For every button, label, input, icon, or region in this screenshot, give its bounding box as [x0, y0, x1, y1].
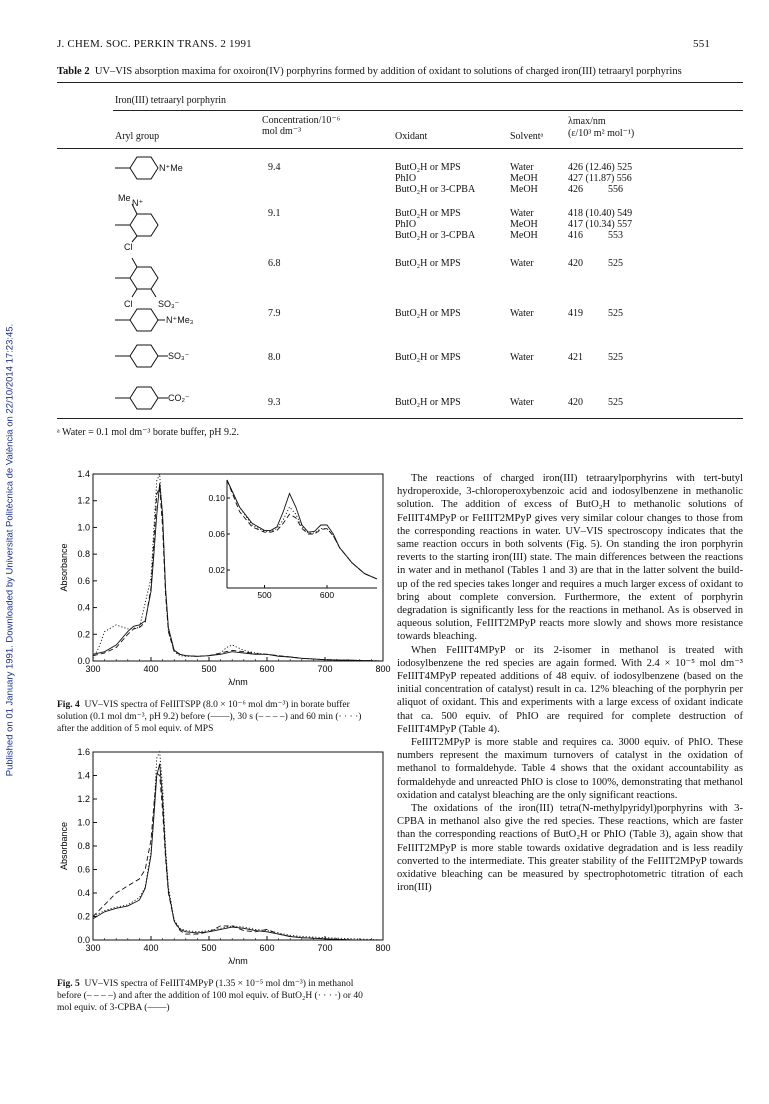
- y-tick-label: 1.2: [77, 794, 90, 804]
- x-tick-label: 500: [201, 664, 217, 674]
- table-caption: [57, 66, 747, 77]
- table-group-header: Iron(III) tetraaryl porphyrin: [115, 95, 227, 106]
- fig5-chart: [55, 744, 391, 979]
- cell-lambda: 416 553: [568, 230, 623, 241]
- y-tick-label: 1.4: [77, 469, 90, 479]
- page-number: 551: [693, 38, 711, 50]
- cell-solvent: Water: [510, 258, 534, 269]
- x-axis-label: λ/nm: [228, 956, 248, 966]
- cell-oxidant: ButO₂H or 3-CPBA: [395, 184, 476, 195]
- x-tick-label: 700: [317, 664, 333, 674]
- cell-solvent: Water: [510, 208, 534, 219]
- fig4-chart: [55, 468, 391, 698]
- cell-concentration: 6.8: [268, 258, 281, 269]
- y-tick-label: 1.4: [77, 770, 90, 781]
- struct-so3b: SO₃⁻: [168, 351, 190, 361]
- y-tick-label: 0.2: [77, 911, 90, 922]
- y-tick-label: 0.8: [77, 841, 90, 851]
- struct-n: N⁺: [132, 198, 144, 208]
- x-tick-label: 700: [317, 943, 333, 953]
- col-conc-1: Concentration/10⁻⁶: [262, 115, 341, 126]
- table-title: UV–VIS absorption maxima for oxoiron(IV) porphyrins formed by addition of oxidant to solutions of charged iron(III) tetraaryl porphyrins: [94, 66, 682, 77]
- cell-oxidant: ButO₂H or MPS: [395, 308, 461, 319]
- cell-concentration: 7.9: [268, 308, 281, 319]
- y-tick-label: 0.0: [77, 656, 90, 666]
- inset-x-tick-label: 500: [257, 590, 272, 600]
- col-aryl: Aryl group: [115, 131, 160, 142]
- cell-solvent: Water: [510, 308, 534, 319]
- plot-frame: [93, 752, 383, 940]
- y-tick-label: 1.0: [77, 817, 90, 828]
- fig5-caption: [57, 979, 377, 1014]
- cell-lambda: 427 (11.87) 556: [568, 173, 632, 184]
- inset-y-tick-label: 0.02: [208, 565, 225, 575]
- download-watermark: Published on 01 January 1991. Downloaded by Universitat Politècnica de València on 22/10/2014 17:23:45.: [4, 323, 16, 777]
- x-tick-label: 400: [143, 943, 159, 953]
- col-solvent: Solventᵃ: [510, 131, 544, 142]
- struct-co2: CO₂⁻: [168, 393, 190, 403]
- col-oxidant: Oxidant: [395, 131, 428, 142]
- y-tick-label: 1.0: [77, 522, 90, 533]
- cell-lambda: 421 525: [568, 352, 623, 363]
- inset-y-tick-label: 0.06: [208, 529, 225, 539]
- y-tick-label: 1.2: [77, 495, 90, 506]
- fig5-label: Fig. 5: [57, 979, 80, 989]
- cell-solvent: Water: [510, 397, 534, 408]
- cell-concentration: 8.0: [268, 352, 281, 363]
- y-tick-label: 0.6: [77, 575, 90, 586]
- inset-x-tick-label: 600: [319, 590, 335, 600]
- fig4-caption: [57, 700, 377, 735]
- cell-oxidant: ButO₂H or 3-CPBA: [395, 230, 476, 241]
- col-lambda-2: (ε/10³ m² mol⁻¹): [568, 128, 635, 139]
- cell-solvent: MeOH: [510, 219, 538, 230]
- struct-nme: N⁺Me: [159, 163, 183, 173]
- y-tick-label: 0.4: [77, 602, 90, 613]
- fig4-text: UV–VIS spectra of FeIIITSPP (8.0 × 10⁻⁶ mol dm⁻³) in borate buffer solution (0.1 mol dm⁻³, pH 9.2) before (——), 30 s (– – – –) and 60 min (· · · ·) after the addition of 5 mol equiv. of MPS: [57, 700, 362, 734]
- y-tick-label: 0.4: [77, 888, 90, 898]
- struct-nme3: N⁺Me₃: [166, 315, 194, 325]
- x-tick-label: 600: [259, 664, 275, 674]
- x-axis-label: λ/nm: [228, 677, 248, 687]
- y-tick-label: 0.6: [77, 864, 90, 875]
- paragraph-3: FeIIIT2MPyP is more stable and requires ca. 3000 equiv. of PhIO. These numbers represent the maximum turnovers of catalyst in the oxidation of methanol to formaldehyde. Table 4 shows that the oxidant accountability as formaldehyde and unreacted PhIO is close to 100%, demonstrating that methanol oxidation and catalyst bleaching are the only significant reactions.: [397, 737, 743, 801]
- col-lambda-1: λmax/nm: [568, 116, 606, 127]
- series-solid: [93, 764, 383, 940]
- x-tick-label: 400: [143, 664, 159, 674]
- cell-oxidant: PhIO: [395, 219, 417, 230]
- cell-lambda: 426 556: [568, 184, 623, 195]
- fig4-label: Fig. 4: [57, 700, 80, 710]
- cell-lambda: 417 (10.34) 557: [568, 219, 633, 230]
- cell-oxidant: ButO₂H or MPS: [395, 162, 461, 173]
- paragraph-1: The reactions of charged iron(III) tetraarylporphyrins with tert-butyl hydroperoxide, 3-chloroperoxybenzoic acid and iodosylbenzene in methanolic solution. The addition of excess of ButO₂H to methanolic solutions of FeIIIT4MPyP or FeIIIT2MPyP gives very similar colour changes to those from the corresponding reactions in water. UV–VIS spectroscopy indicates that the same reaction occurs in both solvents (Fig. 5). On standing the iron porphyrin reverts to the starting iron(III) state. The main differences between the reactions in water and in methanol (Tables 1 and 3) are that in the latter solvent the build-up of the red species takes longer and requires a much larger excess of oxidant to bring about complete conversion. Furthermore, the extent of porphyrin degradation is significantly less for the reactions in methanol. As is observed in aqueous solution, FeIIIT2MPyP reacts more slowly and shows more resistance towards bleaching.: [397, 473, 743, 643]
- cell-solvent: Water: [510, 162, 534, 173]
- inset-bg: [227, 480, 377, 588]
- paragraph-2: When FeIIIT4MPyP or its 2-isomer in methanol is treated with iodosylbenzene the red species are again formed. With 2.4 × 10⁻⁵ mol dm⁻³ FeIIIT4MPyP repeated additions of 48 equiv. of iodosylbenzene (based on the initial concentration of catalyst) result in ca. 12% bleaching of the porphyrin per aliquot of oxidant. This and experiments with a large excess of oxidant indicate that ca. 500 equiv. of PhIO are required for complete destruction of FeIIIT4MPyP (Table 4).: [397, 644, 743, 735]
- x-tick-label: 800: [375, 664, 391, 674]
- cell-lambda: 419 525: [568, 308, 623, 319]
- cell-lambda: 418 (10.40) 549: [568, 208, 633, 219]
- cell-oxidant: ButO₂H or MPS: [395, 352, 461, 363]
- y-axis-label: Absorbance: [59, 543, 69, 592]
- cell-lambda: 420 525: [568, 397, 623, 408]
- cell-solvent: MeOH: [510, 173, 538, 184]
- cell-solvent: MeOH: [510, 230, 538, 241]
- cell-solvent: MeOH: [510, 184, 538, 195]
- x-tick-label: 500: [201, 943, 217, 953]
- cell-lambda: 420 525: [568, 258, 623, 269]
- paragraph-4: The oxidations of the iron(III) tetra(N-methylpyridyl)porphyrins with 3-CPBA in methanol also give the red species. These reactions, which are faster than the corresponding reactions of ButO₂H or PhIO (Table 3), again show that FeIIIT2MPyP is more stable towards oxidative degradation and is less readily converted to the intermediate. This greater stability of the FeIIIT2MPyP towards oxidative bleaching can be measured by spectrophotometric titration of each iron(III): [397, 803, 743, 894]
- aryl-structures: [100, 150, 235, 450]
- table-label: Table 2: [57, 66, 90, 77]
- cell-oxidant: ButO₂H or MPS: [395, 397, 461, 408]
- inset-y-tick-label: 0.10: [208, 493, 225, 503]
- series-dotted: [93, 752, 383, 940]
- cell-oxidant: PhIO: [395, 173, 417, 184]
- cell-oxidant: ButO₂H or MPS: [395, 258, 461, 269]
- cell-solvent: Water: [510, 352, 534, 363]
- table-footnote: ᵃ Water = 0.1 mol dm⁻³ borate buffer, pH 9.2.: [57, 427, 239, 438]
- col-conc-2: mol dm⁻³: [262, 126, 302, 137]
- y-tick-label: 0.2: [77, 629, 90, 640]
- cell-lambda: 426 (12.46) 525: [568, 162, 633, 173]
- struct-cl2: Cl: [124, 299, 133, 309]
- cell-oxidant: ButO₂H or MPS: [395, 208, 461, 219]
- y-tick-label: 0.0: [77, 935, 90, 945]
- x-tick-label: 300: [85, 664, 101, 674]
- cell-concentration: 9.3: [268, 397, 281, 408]
- y-tick-label: 0.8: [77, 549, 90, 560]
- y-tick-label: 1.6: [77, 747, 90, 757]
- x-tick-label: 800: [375, 943, 391, 953]
- body-text: [397, 472, 743, 895]
- fig5-text: UV–VIS spectra of FeIIIT4MPyP (1.35 × 10⁻⁵ mol dm⁻³) in methanol before (– – – –) and after the addition of 100 mol equiv. of ButO₂H (· · · ·) or 40 mol equiv. of 3-CPBA (——): [57, 979, 363, 1013]
- series-dashed: [93, 773, 383, 940]
- struct-so3a: SO₃⁻: [158, 299, 180, 309]
- cell-concentration: 9.1: [268, 208, 281, 219]
- struct-me: Me: [118, 193, 131, 203]
- y-axis-label: Absorbance: [59, 821, 69, 871]
- journal-header: J. CHEM. SOC. PERKIN TRANS. 2 1991: [57, 38, 252, 50]
- cell-concentration: 9.4: [268, 162, 281, 173]
- struct-cl1: Cl: [124, 242, 133, 252]
- x-tick-label: 300: [85, 943, 101, 953]
- x-tick-label: 600: [259, 943, 275, 953]
